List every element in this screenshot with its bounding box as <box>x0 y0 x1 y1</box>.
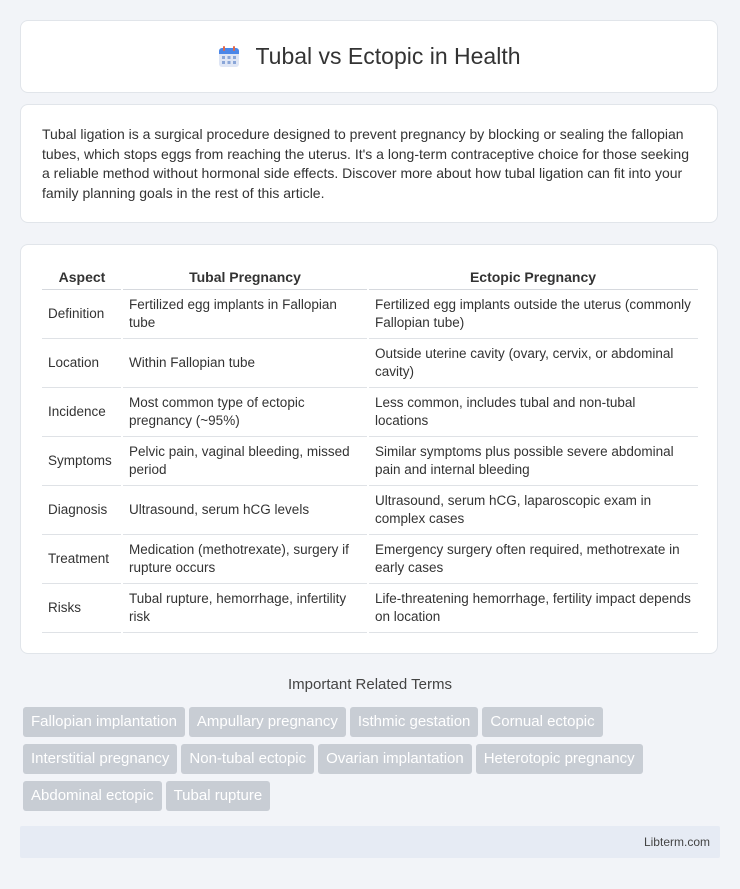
related-term-tag[interactable]: Interstitial pregnancy <box>23 744 177 774</box>
intro-card <box>20 104 718 223</box>
cell-aspect: Treatment <box>42 535 122 584</box>
cell-aspect: Symptoms <box>42 437 122 486</box>
header-card <box>20 20 718 93</box>
calendar-icon <box>217 45 241 69</box>
header-aspect: Aspect <box>42 265 122 290</box>
header-ectopic: Ectopic Pregnancy <box>368 265 698 290</box>
cell-ectopic: Similar symptoms plus possible severe abdominal pain and internal bleeding <box>368 437 698 486</box>
comparison-table-card <box>20 244 718 654</box>
cell-ectopic: Emergency surgery often required, methotrexate in early cases <box>368 535 698 584</box>
cell-tubal: Fertilized egg implants in Fallopian tube <box>122 290 368 339</box>
comparison-table <box>42 265 698 633</box>
related-term-tag[interactable]: Fallopian implantation <box>23 707 185 737</box>
cell-tubal: Tubal rupture, hemorrhage, infertility risk <box>122 584 368 633</box>
cell-aspect: Location <box>42 339 122 388</box>
table-row <box>42 339 698 388</box>
related-term-tag[interactable]: Abdominal ectopic <box>23 781 162 811</box>
related-term-tag[interactable]: Isthmic gestation <box>350 707 479 737</box>
related-term-tag[interactable]: Cornual ectopic <box>482 707 602 737</box>
table-row <box>42 437 698 486</box>
cell-tubal: Pelvic pain, vaginal bleeding, missed period <box>122 437 368 486</box>
cell-aspect: Incidence <box>42 388 122 437</box>
related-term-tag[interactable]: Non-tubal ectopic <box>181 744 314 774</box>
related-terms-title: Important Related Terms <box>288 676 452 693</box>
cell-ectopic: Life-threatening hemorrhage, fertility impact depends on location <box>368 584 698 633</box>
cell-ectopic: Fertilized egg implants outside the uterus (commonly Fallopian tube) <box>368 290 698 339</box>
table-row <box>42 290 698 339</box>
related-term-tag[interactable]: Heterotopic pregnancy <box>476 744 643 774</box>
cell-aspect: Risks <box>42 584 122 633</box>
footer-link[interactable]: Libterm.com <box>643 835 710 849</box>
table-row <box>42 584 698 633</box>
cell-ectopic: Less common, includes tubal and non-tubal locations <box>368 388 698 437</box>
cell-tubal: Medication (methotrexate), surgery if rupture occurs <box>122 535 368 584</box>
cell-ectopic: Ultrasound, serum hCG, laparoscopic exam in complex cases <box>368 486 698 535</box>
table-row <box>42 486 698 535</box>
cell-tubal: Most common type of ectopic pregnancy (~95%) <box>122 388 368 437</box>
cell-aspect: Diagnosis <box>42 486 122 535</box>
table-row <box>42 535 698 584</box>
footer <box>20 826 720 858</box>
cell-tubal: Ultrasound, serum hCG levels <box>122 486 368 535</box>
cell-ectopic: Outside uterine cavity (ovary, cervix, or abdominal cavity) <box>368 339 698 388</box>
cell-tubal: Within Fallopian tube <box>122 339 368 388</box>
related-term-tag[interactable]: Ampullary pregnancy <box>189 707 346 737</box>
related-terms-list <box>23 707 723 818</box>
header-tubal: Tubal Pregnancy <box>122 265 368 290</box>
table-header-row <box>42 265 698 290</box>
related-term-tag[interactable]: Ovarian implantation <box>318 744 472 774</box>
cell-aspect: Definition <box>42 290 122 339</box>
table-row <box>42 388 698 437</box>
related-term-tag[interactable]: Tubal rupture <box>166 781 271 811</box>
intro-text: Tubal ligation is a surgical procedure designed to prevent pregnancy by blocking or sealing the fallopian tubes, which stops eggs from reaching the uterus. It's a long-term contraceptive choice for those seeking a reliable method without hormonal side effects. Discover more about how tubal ligation can fit into your family planning goals in the rest of this article. <box>42 126 690 201</box>
page-title: Tubal vs Ectopic in Health <box>255 43 521 69</box>
